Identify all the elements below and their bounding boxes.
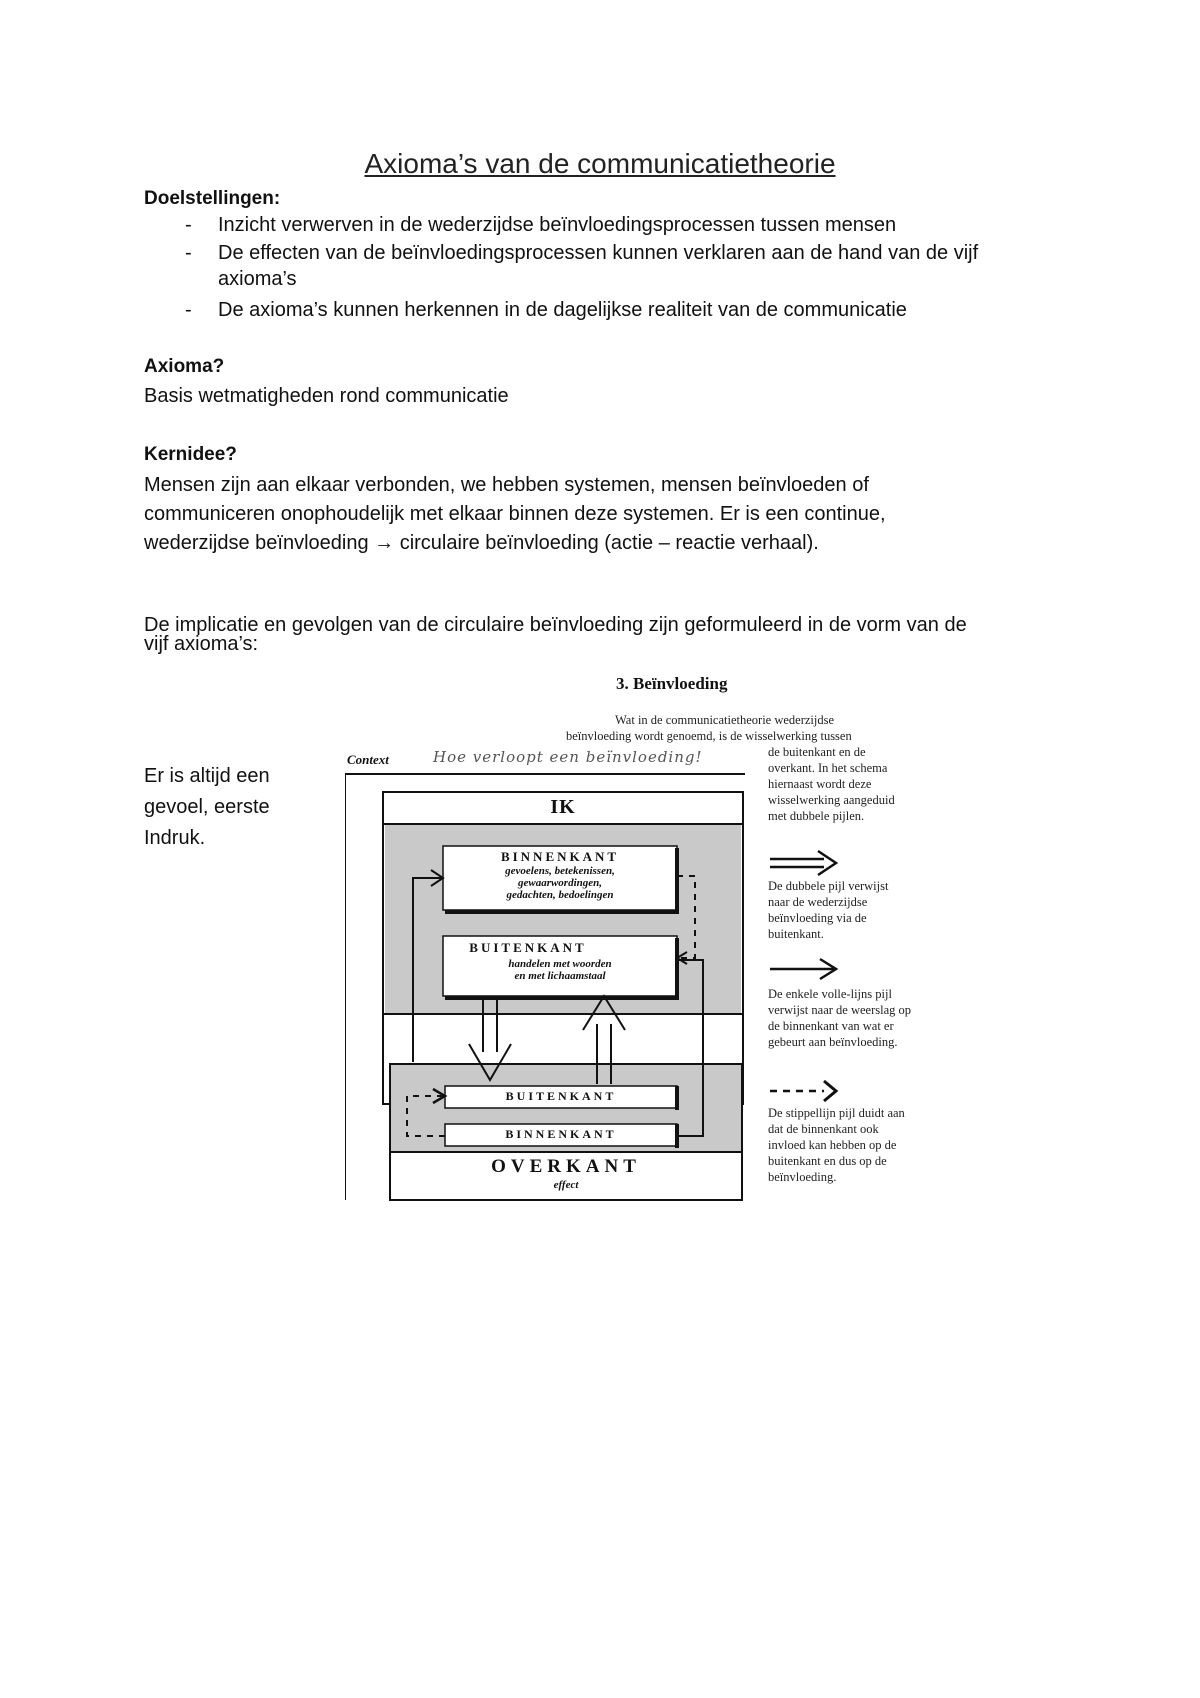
list-item: - De effecten van de beïnvloedingsprocessen kunnen verklaren aan de hand van de vijf: [185, 242, 979, 264]
binnenkant-sub-line: gedachten, bedoelingen: [506, 889, 614, 901]
figure-intro-line: wisselwerking aangeduid: [768, 793, 895, 807]
kernidee-line: Mensen zijn aan elkaar verbonden, we hebben systemen, mensen beïnvloeden of: [144, 474, 869, 496]
figure-intro-line: met dubbele pijlen.: [768, 809, 865, 823]
figure-intro-line: hiernaast wordt deze: [768, 777, 872, 791]
side-note-line: Er is altijd een: [144, 765, 270, 787]
legend-dashed-line: dat de binnenkant ook: [768, 1122, 879, 1136]
buitenkant-label: BUITENKANT: [469, 940, 587, 955]
figure-title: 3. Beïnvloeding: [616, 674, 728, 693]
ik-label: IK: [550, 796, 576, 818]
legend-double-line: beïnvloeding via de: [768, 911, 867, 925]
list-item: - Inzicht verwerven in de wederzijdse beïnvloedingsprocessen tussen mensen: [185, 214, 897, 236]
binnenkant-label: BINNENKANT: [500, 849, 620, 864]
list-item: - De axioma’s kunnen herkennen in de dagelijkse realiteit van de communicatie: [185, 299, 907, 321]
legend-double-line: naar de wederzijdse: [768, 895, 868, 909]
axioma-heading: Axioma?: [144, 356, 225, 377]
figure-intro-line: beïnvloeding wordt genoemd, is de wisselwerking tussen: [566, 729, 852, 743]
legend-single-line: verwijst naar de weerslag op: [768, 1003, 911, 1017]
double-arrow-icon: [768, 848, 840, 878]
kernidee-heading: Kernidee?: [144, 444, 237, 465]
doelstellingen-heading: Doelstellingen:: [144, 188, 281, 209]
figure-intro-line: Wat in de communicatietheorie wederzijdse: [615, 713, 835, 727]
implicatie-line: vijf axioma’s:: [144, 633, 259, 655]
implicatie-line: De implicatie en gevolgen van de circulaire beïnvloeding zijn geformuleerd in de vorm van de: [144, 614, 967, 636]
binnenkant-sub-line: gevoelens, betekenissen,: [505, 865, 615, 877]
page-title: Axioma’s van de communicatietheorie: [364, 148, 836, 179]
kernidee-line: wederzijdse beïnvloeding → circulaire beïnvloeding (actie – reactie verhaal).: [144, 532, 819, 554]
figure-intro-line: de buitenkant en de: [768, 745, 866, 759]
legend-single-line: gebeurt aan beïnvloeding.: [768, 1035, 898, 1049]
handwritten-note: Hoe verloopt een beïnvloeding!: [433, 748, 703, 766]
list-item-continuation: axioma’s: [218, 268, 297, 290]
figure-intro-line: overkant. In het schema: [768, 761, 888, 775]
side-note-line: Indruk.: [144, 827, 206, 849]
binnenkant-sub-line: gewaarwordingen,: [517, 877, 603, 889]
legend-dashed-line: De stippellijn pijl duidt aan: [768, 1106, 905, 1120]
buitenkant-sub-line: en met lichaamstaal: [514, 970, 606, 982]
kernidee-line: communiceren onophoudelijk met elkaar binnen deze systemen. Er is een continue,: [144, 503, 886, 525]
dashed-arrow-icon: [768, 1076, 840, 1106]
legend-single-line: de binnenkant van wat er: [768, 1019, 894, 1033]
context-label: Context: [347, 752, 389, 767]
side-note-line: gevoel, eerste: [144, 796, 270, 818]
single-arrow-icon: [768, 954, 840, 984]
overkant-binnenkant-label: BINNENKANT: [505, 1127, 617, 1141]
overkant-label: OVERKANT: [491, 1156, 641, 1177]
legend-double-line: De dubbele pijl verwijst: [768, 879, 889, 893]
legend-dashed-line: buitenkant en dus op de: [768, 1154, 887, 1168]
influence-diagram: [345, 748, 748, 1202]
legend-double-line: buitenkant.: [768, 927, 824, 941]
legend-dashed-line: invloed kan hebben op de: [768, 1138, 897, 1152]
legend-dashed-line: beïnvloeding.: [768, 1170, 837, 1184]
legend-single-line: De enkele volle-lijns pijl: [768, 987, 892, 1001]
buitenkant-sub-line: handelen met woorden: [508, 958, 612, 970]
axioma-text: Basis wetmatigheden rond communicatie: [144, 385, 509, 407]
overkant-buitenkant-label: BUITENKANT: [505, 1089, 617, 1103]
overkant-sub: effect: [553, 1179, 579, 1191]
